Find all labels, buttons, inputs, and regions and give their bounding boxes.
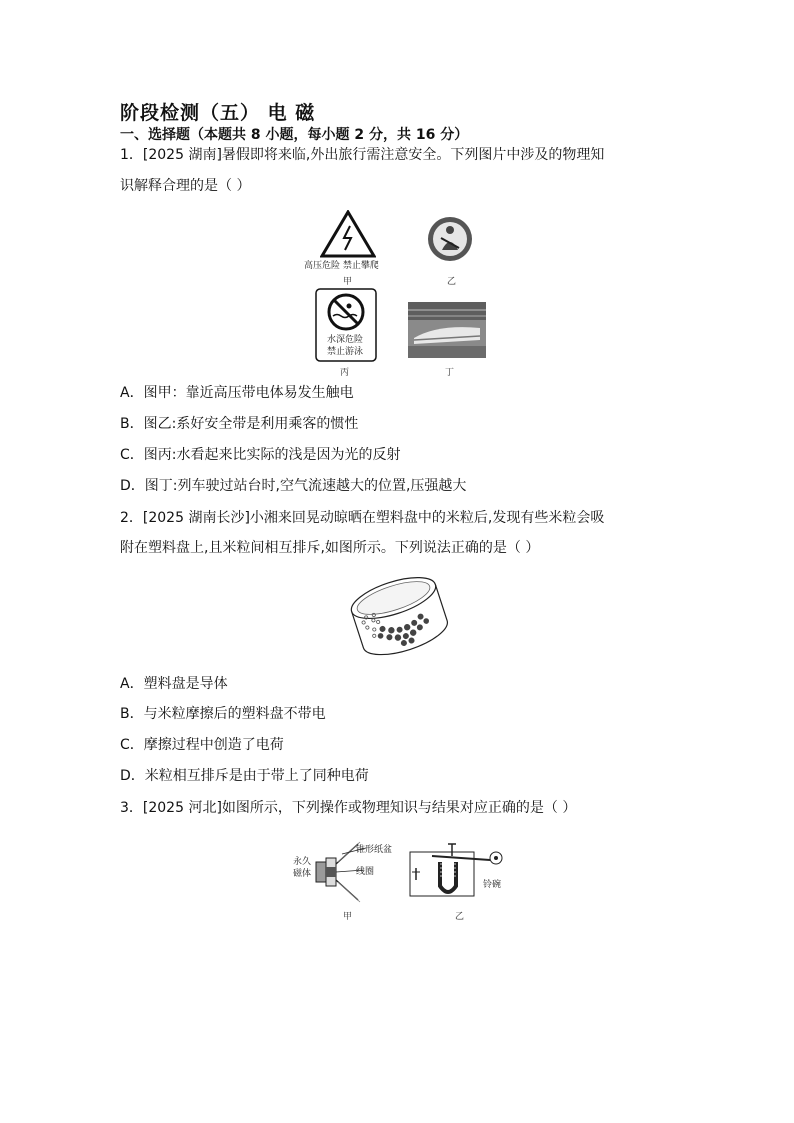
figure-label-jia: 甲 xyxy=(343,277,353,287)
q1-figure xyxy=(300,208,500,378)
sign-bing-line2: 禁止游泳 xyxy=(327,347,364,357)
figure-label-yi: 乙 xyxy=(447,277,457,287)
train-station-photo xyxy=(408,302,486,358)
q3-figure xyxy=(290,830,520,925)
q2-option-a: A．塑料盘是导体 xyxy=(120,676,228,692)
electric-bell-diagram xyxy=(408,842,510,904)
q1-option-d: D．图丁:列车驶过站台时,空气流速越大的位置,压强越大 xyxy=(120,478,467,494)
magnet-label-2: 磁体 xyxy=(293,869,312,879)
magnet-label-1: 永久 xyxy=(293,857,312,867)
bell-label: 铃碗 xyxy=(483,880,502,890)
q2-stem-line2: 附在塑料盘上,且米粒间相互排斥,如图所示。下列说法正确的是（ ） xyxy=(120,540,540,556)
cone-label: 锥形纸盆 xyxy=(356,845,393,855)
q1-stem-line1: 1．[2025 湖南]暑假即将来临,外出旅行需注意安全。下列图片中涉及的物理知 xyxy=(120,147,605,163)
q1-stem-line2: 识解释合理的是（ ） xyxy=(120,178,251,194)
plastic-tray-rice-figure xyxy=(350,567,450,669)
q2-option-b: B．与米粒摩擦后的塑料盘不带电 xyxy=(120,706,326,722)
section-heading: 一、选择题（本题共 8 小题，每小题 2 分，共 16 分） xyxy=(120,127,469,143)
sign-jia-text: 高压危险 禁止攀爬 xyxy=(304,261,379,271)
sign-bing-line1: 水深危险 xyxy=(327,335,364,345)
coil-label: 线圈 xyxy=(356,867,375,877)
figure-label-jia-q3: 甲 xyxy=(343,912,353,922)
high-voltage-warning-icon xyxy=(320,210,376,258)
figure-label-bing: 丙 xyxy=(340,368,350,378)
q2-option-c: C．摩擦过程中创造了电荷 xyxy=(120,737,284,753)
q3-stem-line1: 3．[2025 河北]如图所示，下列操作或物理知识与结果对应正确的是（ ） xyxy=(120,800,577,816)
figure-label-yi-q3: 乙 xyxy=(455,912,465,922)
q1-option-b: B．图乙:系好安全带是利用乘客的惯性 xyxy=(120,416,359,432)
q1-option-c: C．图丙:水看起来比实际的浅是因为光的反射 xyxy=(120,447,401,463)
page-title: 阶段检测（五） 电 磁 xyxy=(120,102,316,124)
figure-label-ding: 丁 xyxy=(445,368,455,378)
q2-stem-line1: 2．[2025 湖南长沙]小湘来回晃动晾晒在塑料盘中的米粒后,发现有些米粒会吸 xyxy=(120,510,605,526)
seatbelt-badge-icon xyxy=(427,216,473,262)
q1-option-a: A．图甲：靠近高压带电体易发生触电 xyxy=(120,385,354,401)
q2-option-d: D．米粒相互排斥是由于带上了同种电荷 xyxy=(120,768,369,784)
